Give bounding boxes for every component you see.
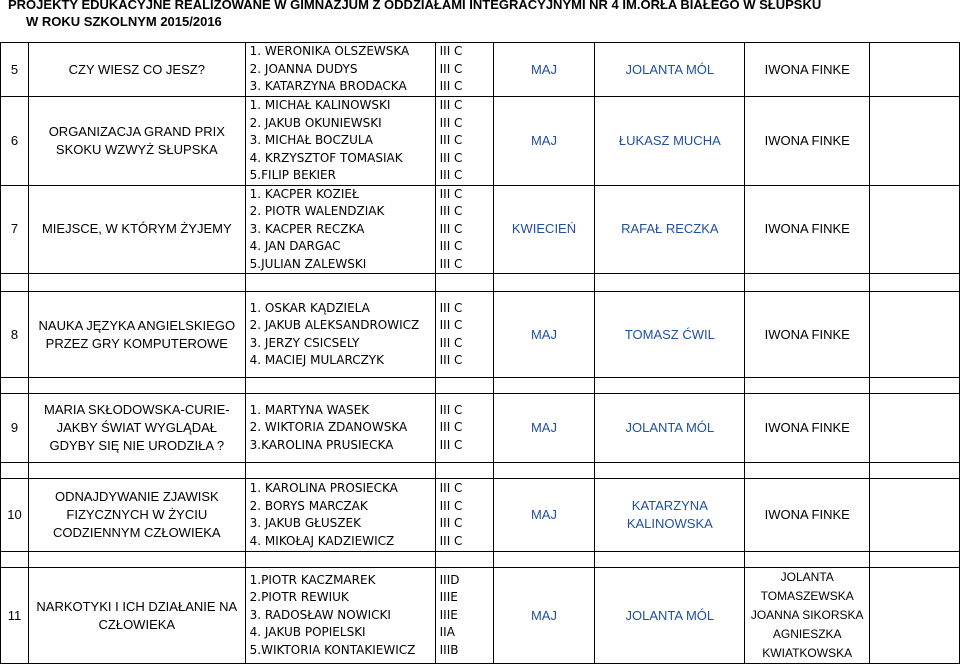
project-supervisor: IWONA FINKE: [745, 394, 870, 463]
student-name: 2.PIOTR REWIUK: [249, 590, 349, 605]
student-classes: [435, 479, 493, 552]
student-names: [245, 394, 435, 463]
project-month: KWIECIEŃ: [493, 185, 595, 274]
empty-cell: [870, 185, 960, 274]
student-names: [245, 185, 435, 274]
project-title: ODNAJDYWANIE ZJAWISK FIZYCZNYCH W ŻYCIU CODZIENNYM CZŁOWIEKA: [28, 479, 245, 552]
student-classes: [435, 292, 493, 378]
student-names: [245, 43, 435, 97]
student-names: [245, 568, 435, 664]
student-class: III C: [439, 115, 463, 130]
student-name: 3. RADOSŁAW NOWICKI: [249, 607, 391, 622]
project-teacher: JOLANTA MÓL: [595, 568, 745, 664]
student-name: 2. JOANNA DUDYS: [249, 61, 358, 76]
student-name: 3.KAROLINA PRUSIECKA: [249, 437, 394, 452]
student-names: [245, 292, 435, 378]
project-row: [1, 394, 960, 463]
project-row: [1, 568, 960, 664]
project-row: [1, 185, 960, 274]
student-class: III C: [439, 61, 463, 76]
student-class: III C: [439, 221, 463, 236]
project-title: ORGANIZACJA GRAND PRIX SKOKU WZWYŻ SŁUPSKA: [28, 97, 245, 186]
student-class: IIIB: [439, 642, 459, 657]
student-name: 2. JAKUB ALEKSANDROWICZ: [249, 318, 420, 332]
student-classes: [435, 568, 493, 664]
project-title: NAUKA JĘZYKA ANGIELSKIEGO PRZEZ GRY KOMPUTEROWE: [28, 292, 245, 378]
project-number: 10: [1, 479, 29, 552]
spacer-row: [1, 552, 960, 568]
project-supervisor: IWONA FINKE: [745, 185, 870, 274]
project-teacher: RAFAŁ RECZKA: [595, 185, 745, 274]
student-name: 1. MICHAŁ KALINOWSKI: [249, 98, 391, 112]
student-class: III C: [439, 353, 463, 367]
project-number: 7: [1, 185, 29, 274]
empty-cell: [870, 292, 960, 378]
project-month: MAJ: [493, 292, 595, 378]
student-name: 2. PIOTR WALENDZIAK: [249, 204, 385, 218]
project-teacher: KATARZYNA KALINOWSKA: [595, 479, 745, 552]
student-class: III C: [439, 239, 463, 253]
project-number: 6: [1, 97, 29, 186]
project-month: MAJ: [493, 394, 595, 463]
student-class: III C: [439, 98, 463, 112]
student-class: III C: [439, 420, 463, 435]
student-name: 1.PIOTR KACZMAREK: [249, 572, 376, 587]
project-number: 8: [1, 292, 29, 378]
project-teacher: JOLANTA MÓL: [595, 43, 745, 97]
student-class: IIID: [439, 572, 460, 587]
student-class: III C: [439, 318, 463, 332]
empty-cell: [870, 97, 960, 186]
project-number: 5: [1, 43, 29, 97]
student-class: III C: [439, 79, 463, 94]
student-classes: [435, 394, 493, 463]
spacer-row: [1, 463, 960, 479]
project-number: 9: [1, 394, 29, 463]
project-month: MAJ: [493, 43, 595, 97]
project-title: MARIA SKŁODOWSKA-CURIE- JAKBY ŚWIAT WYGLĄDAŁ GDYBY SIĘ NIE URODZIŁA ?: [28, 394, 245, 463]
student-name: 2. BORYS MARCZAK: [249, 498, 368, 513]
projects-table: [0, 42, 960, 664]
student-name: 1. MARTYNA WASEK: [249, 402, 370, 417]
project-month: MAJ: [493, 97, 595, 186]
project-title: NARKOTYKI I ICH DZIAŁANIE NA CZŁOWIEKA: [28, 568, 245, 664]
student-classes: [435, 43, 493, 97]
student-class: III C: [439, 402, 463, 417]
student-name: 5.JULIAN ZALEWSKI: [249, 256, 367, 271]
project-month: MAJ: [493, 479, 595, 552]
project-row: [1, 43, 960, 97]
student-name: 1. KACPER KOZIEŁ: [249, 186, 359, 201]
project-number: 11: [1, 568, 29, 664]
student-class: III C: [439, 437, 463, 452]
student-name: 1. KAROLINA PROSIECKA: [249, 481, 398, 495]
student-name: 2. JAKUB OKUNIEWSKI: [249, 115, 382, 130]
student-class: III C: [439, 168, 463, 182]
project-supervisor: JOLANTA TOMASZEWSKA JOANNA SIKORSKA AGNIESZKA KWIATKOWSKA: [745, 568, 870, 664]
student-class: III C: [439, 481, 463, 495]
spacer-row: [1, 378, 960, 394]
project-teacher: JOLANTA MÓL: [595, 394, 745, 463]
header-line-2: W ROKU SZKOLNYM 2015/2016: [26, 14, 222, 29]
project-title: CZY WIESZ CO JESZ?: [28, 43, 245, 97]
student-names: [245, 97, 435, 186]
student-class: III C: [439, 133, 463, 147]
student-classes: [435, 185, 493, 274]
project-row: [1, 292, 960, 378]
student-class: III C: [439, 44, 463, 59]
student-names: [245, 479, 435, 552]
project-row: [1, 97, 960, 186]
student-name: 3. KACPER RECZKA: [249, 221, 365, 236]
student-classes: [435, 97, 493, 186]
document-header: [8, 0, 958, 30]
project-month: MAJ: [493, 568, 595, 664]
student-name: 4. KRZYSZTOF TOMASIAK: [249, 150, 403, 165]
header-line-1: PROJEKTY EDUKACYJNE REALIZOWANE W GIMNAZJUM Z ODDZIAŁAMI INTEGRACYJNYMI NR 4 IM.ORŁA BIAŁEGO W SŁUPSKU: [8, 0, 822, 12]
project-supervisor: IWONA FINKE: [745, 97, 870, 186]
student-name: 3. JAKUB GŁUSZEK: [249, 516, 361, 530]
student-name: 4. MACIEJ MULARCZYK: [249, 353, 384, 367]
project-supervisor: IWONA FINKE: [745, 292, 870, 378]
student-name: 3. MICHAŁ BOCZULA: [249, 133, 374, 147]
student-name: 5.WIKTORIA KONTAKIEWICZ: [249, 642, 416, 657]
student-name: 3. KATARZYNA BRODACKA: [249, 79, 407, 94]
empty-cell: [870, 43, 960, 97]
student-class: IIA: [439, 625, 455, 640]
student-name: 4. JAKUB POPIELSKI: [249, 625, 366, 640]
student-name: 4. JAN DARGAC: [249, 239, 341, 253]
project-title: MIEJSCE, W KTÓRYM ŻYJEMY: [28, 185, 245, 274]
student-class: III C: [439, 204, 463, 218]
student-name: 1. OSKAR KĄDZIELA: [249, 300, 370, 315]
student-class: III C: [439, 516, 463, 530]
student-class: III C: [439, 498, 463, 513]
empty-cell: [870, 479, 960, 552]
project-row: [1, 479, 960, 552]
project-teacher: TOMASZ ĆWIL: [595, 292, 745, 378]
student-class: IIIE: [439, 590, 458, 605]
empty-cell: [870, 394, 960, 463]
project-supervisor: IWONA FINKE: [745, 43, 870, 97]
spacer-row: [1, 274, 960, 292]
student-class: III C: [439, 186, 463, 201]
student-name: 4. MIKOŁAJ KADZIEWICZ: [249, 533, 395, 548]
student-class: III C: [439, 300, 463, 315]
student-class: III C: [439, 335, 463, 350]
project-teacher: ŁUKASZ MUCHA: [595, 97, 745, 186]
student-name: 5.FILIP BEKIER: [249, 168, 336, 182]
student-name: 2. WIKTORIA ZDANOWSKA: [249, 420, 408, 435]
student-class: IIIE: [439, 607, 458, 622]
empty-cell: [870, 568, 960, 664]
student-name: 1. WERONIKA OLSZEWSKA: [249, 44, 410, 59]
student-class: III C: [439, 533, 463, 548]
project-supervisor: IWONA FINKE: [745, 479, 870, 552]
student-class: III C: [439, 256, 463, 271]
student-class: III C: [439, 150, 463, 165]
student-name: 3. JERZY CSICSELY: [249, 335, 360, 350]
